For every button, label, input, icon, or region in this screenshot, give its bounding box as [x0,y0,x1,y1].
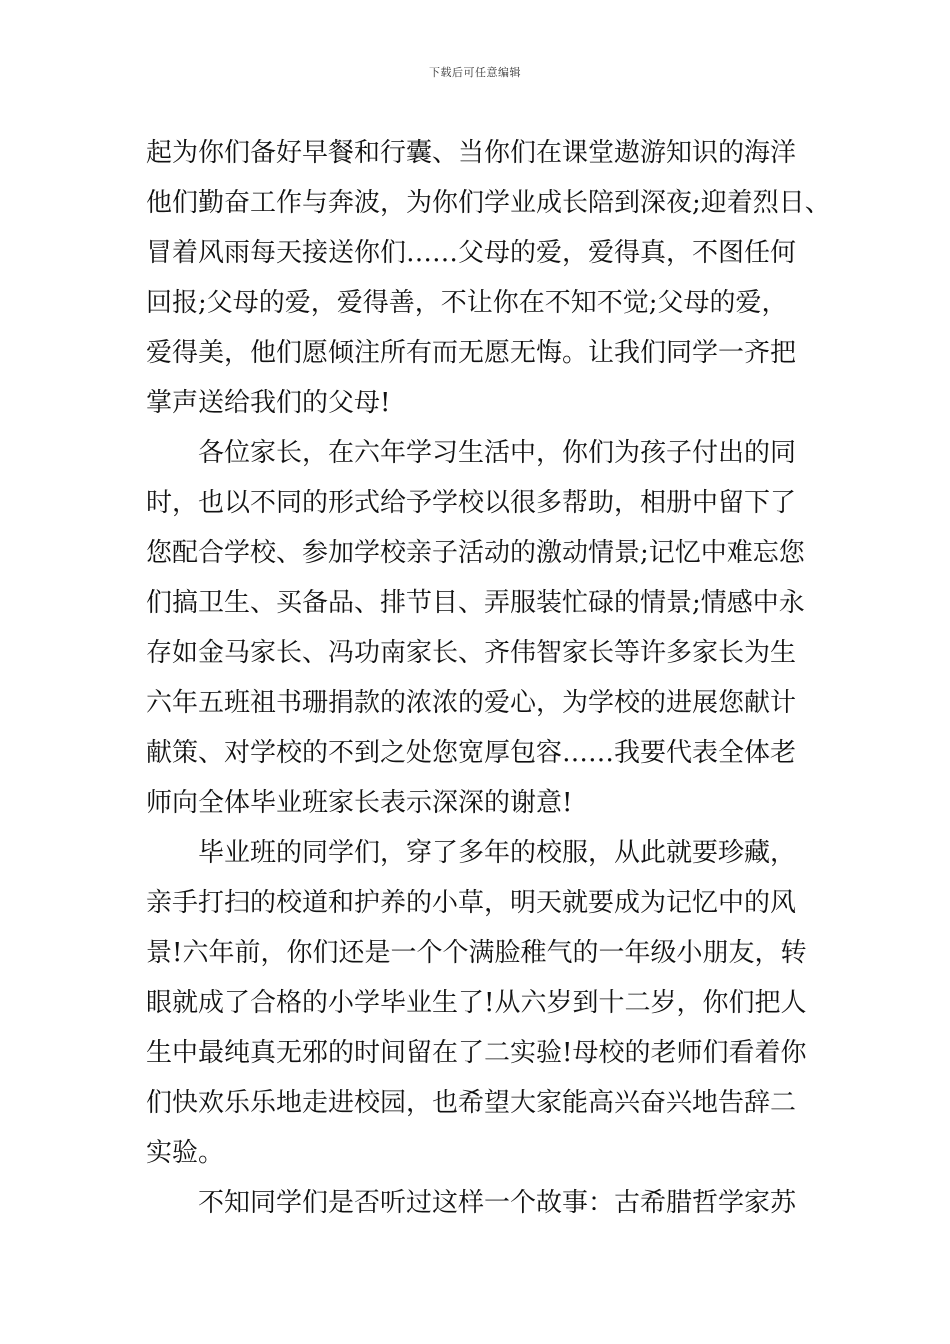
text-line: 献策、对学校的不到之处您宽厚包容……我要代表全体老 [146,738,797,768]
page-header: 下载后可任意编辑 [429,66,521,79]
text-line: 他们勤奋工作与奔波，为你们学业成长陪到深夜;迎着烈日、 [146,188,831,218]
text-line: 掌声送给我们的父母! [146,388,391,418]
paragraph-start-line: 不知同学们是否听过这样一个故事：古希腊哲学家苏 [198,1188,797,1218]
text-line: 冒着风雨每天接送你们……父母的爱，爱得真，不图任何 [146,238,797,268]
text-line: 眼就成了合格的小学毕业生了!从六岁到十二岁，你们把人 [146,988,807,1018]
text-line: 六年五班祖书珊捐款的浓浓的爱心，为学校的进展您献计 [146,688,797,718]
text-line: 实验。 [146,1138,225,1168]
document-body [146,128,831,1228]
text-line: 景!六年前，你们还是一个个满脸稚气的一年级小朋友，转 [146,938,807,968]
text-line: 生中最纯真无邪的时间留在了二实验!母校的老师们看着你 [146,1038,807,1068]
text-line: 们搞卫生、买备品、排节目、弄服装忙碌的情景;情感中永 [146,588,805,618]
paragraph-start-line: 毕业班的同学们，穿了多年的校服，从此就要珍藏， [198,838,797,868]
text-line: 回报;父母的爱，爱得善，不让你在不知不觉;父母的爱， [146,288,788,318]
text-line: 您配合学校、参加学校亲子活动的激动情景;记忆中难忘您 [146,538,805,568]
paragraph-start-line: 各位家长，在六年学习生活中，你们为孩子付出的同 [198,438,797,468]
text-line: 爱得美，他们愿倾注所有而无愿无悔。让我们同学一齐把 [146,338,797,368]
text-line: 师向全体毕业班家长表示深深的谢意! [146,788,573,818]
text-line: 时，也以不同的形式给予学校以很多帮助，相册中留下了 [146,488,797,518]
text-line: 亲手打扫的校道和护养的小草，明天就要成为记忆中的风 [146,888,797,918]
text-line: 存如金马家长、冯功南家长、齐伟智家长等许多家长为生 [146,638,797,668]
text-line: 们快欢乐乐地走进校园，也希望大家能高兴奋兴地告辞二 [146,1088,797,1118]
text-line: 起为你们备好早餐和行囊、当你们在课堂遨游知识的海洋 [146,138,797,168]
